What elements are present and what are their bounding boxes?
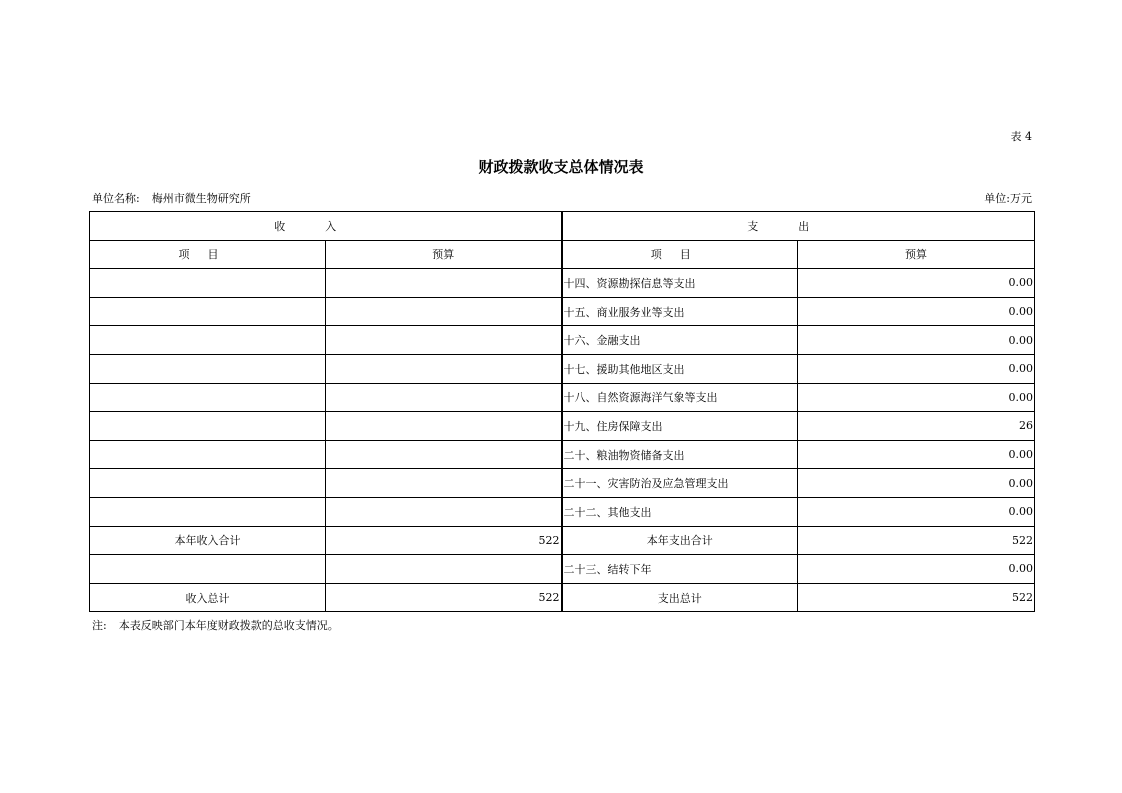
expense-item-cell: 十七、援助其他地区支出 [562,354,798,383]
income-item-cell [90,440,326,469]
table-row [90,269,1035,298]
table-row [90,583,1035,612]
income-item-header: 项目 [90,240,326,269]
table-row [90,526,1035,555]
income-budget-cell [326,326,562,355]
unit-name-label: 单位名称: [92,192,140,205]
expense-budget-cell: 0.00 [798,297,1035,326]
income-budget-cell [326,269,562,298]
expense-budget-cell: 0.00 [798,354,1035,383]
header-row-columns [90,240,1035,269]
income-budget-cell [326,555,562,584]
expense-item-cell: 十八、自然资源海洋气象等支出 [562,383,798,412]
expense-item-cell: 支出总计 [562,583,798,612]
income-item-cell [90,469,326,498]
expense-budget-cell: 0.00 [798,440,1035,469]
expense-item-cell: 十九、住房保障支出 [562,412,798,441]
income-budget-cell: 522 [326,526,562,555]
expense-budget-cell: 522 [798,526,1035,555]
table-row [90,297,1035,326]
income-budget-cell [326,383,562,412]
expense-item-cell: 十六、金融支出 [562,326,798,355]
income-item-cell [90,412,326,441]
income-item-cell [90,497,326,526]
table-row [90,469,1035,498]
expense-item-cell: 十五、商业服务业等支出 [562,297,798,326]
expense-budget-header: 预算 [798,240,1035,269]
expense-item-cell: 本年支出合计 [562,526,798,555]
income-item-cell [90,269,326,298]
income-budget-cell [326,354,562,383]
income-budget-cell [326,497,562,526]
expense-budget-cell: 0.00 [798,269,1035,298]
income-item-cell: 收入总计 [90,583,326,612]
income-budget-header: 预算 [326,240,562,269]
expense-budget-cell: 26 [798,412,1035,441]
expense-item-cell: 二十一、灾害防治及应急管理支出 [562,469,798,498]
header-row-sections [90,212,1035,241]
expense-section-header: 支出 [562,212,1035,241]
expense-budget-cell: 0.00 [798,497,1035,526]
income-item-cell: 本年收入合计 [90,526,326,555]
expense-budget-cell: 0.00 [798,383,1035,412]
page-title: 财政拨款收支总体情况表 [478,158,644,176]
unit-name-line [92,190,251,206]
table-row [90,555,1035,584]
income-item-cell [90,555,326,584]
income-section-header: 收入 [90,212,562,241]
footnote-label: 注: [92,619,107,632]
income-item-cell [90,354,326,383]
table-row [90,440,1035,469]
table-row [90,412,1035,441]
expense-item-cell: 二十三、结转下年 [562,555,798,584]
income-item-cell [90,326,326,355]
expense-budget-cell: 0.00 [798,555,1035,584]
income-budget-cell: 522 [326,583,562,612]
income-budget-cell [326,440,562,469]
expense-budget-cell: 0.00 [798,326,1035,355]
footnote [92,617,339,633]
expense-item-cell: 二十、粮油物资储备支出 [562,440,798,469]
table-row [90,354,1035,383]
table-number: 表 4 [1010,130,1032,143]
expense-item-header: 项目 [562,240,798,269]
unit-label: 单位:万元 [984,192,1032,205]
table-row [90,497,1035,526]
income-budget-cell [326,469,562,498]
expense-budget-cell: 0.00 [798,469,1035,498]
income-item-cell [90,297,326,326]
unit-name-value: 梅州市微生物研究所 [151,192,251,205]
expense-item-cell: 十四、资源勘探信息等支出 [562,269,798,298]
income-item-cell [90,383,326,412]
budget-table [89,211,1035,612]
expense-budget-cell: 522 [798,583,1035,612]
expense-item-cell: 二十二、其他支出 [562,497,798,526]
table-row [90,326,1035,355]
income-budget-cell [326,412,562,441]
table-row [90,383,1035,412]
footnote-text: 本表反映部门本年度财政拨款的总收支情况。 [118,619,339,632]
income-budget-cell [326,297,562,326]
